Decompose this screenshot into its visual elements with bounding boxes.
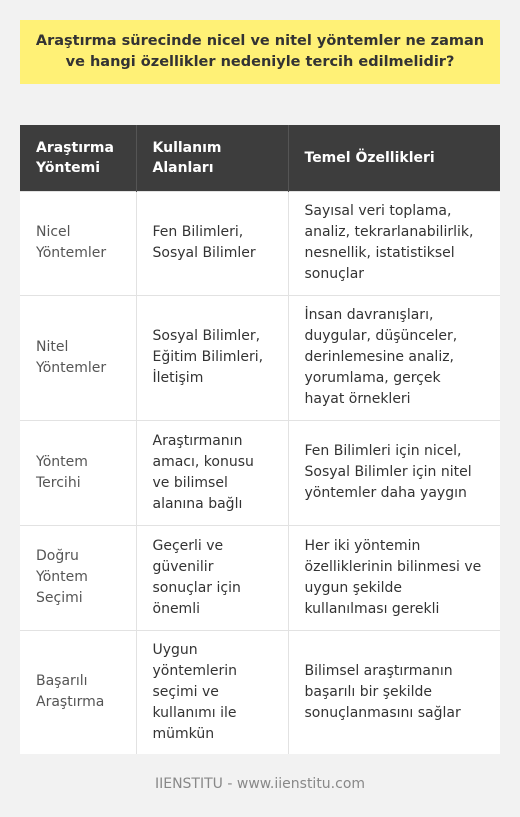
cell-features: Her iki yöntemin özelliklerinin bilinmesi ve uygun şekilde kullanılması gerekli	[288, 525, 500, 630]
title-banner	[20, 20, 500, 84]
cell-features: İnsan davranışları, duygular, düşünceler, derinlemesine analiz, yorumlama, gerçek hayat örnekleri	[288, 295, 500, 420]
cell-method: Nitel Yöntemler	[20, 295, 136, 420]
table-row	[20, 295, 500, 420]
cell-usage: Araştırmanın amacı, konusu ve bilimsel alanına bağlı	[136, 420, 288, 525]
methods-table	[20, 125, 500, 754]
cell-features: Fen Bilimleri için nicel, Sosyal Bilimler için nitel yöntemler daha yaygın	[288, 420, 500, 525]
cell-usage: Uygun yöntemlerin seçimi ve kullanımı ile mümkün	[136, 630, 288, 754]
table-row	[20, 420, 500, 525]
table-row	[20, 191, 500, 295]
header-usage: Kullanım Alanları	[136, 125, 288, 191]
cell-features: Bilimsel araştırmanın başarılı bir şekilde sonuçlanmasını sağlar	[288, 630, 500, 754]
header-method: Araştırma Yöntemi	[20, 125, 136, 191]
table-row	[20, 525, 500, 630]
cell-features: Sayısal veri toplama, analiz, tekrarlanabilirlik, nesnellik, istatistiksel sonuçlar	[288, 191, 500, 295]
cell-method: Yöntem Tercihi	[20, 420, 136, 525]
cell-method: Doğru Yöntem Seçimi	[20, 525, 136, 630]
page-title: Araştırma sürecinde nicel ve nitel yöntemler ne zaman ve hangi özellikler nedeniyle tercih edilmelidir?	[35, 33, 485, 70]
cell-usage: Fen Bilimleri, Sosyal Bilimler	[136, 191, 288, 295]
footer-credit: IIENSTITU - www.iienstitu.com	[154, 776, 366, 792]
cell-usage: Geçerli ve güvenilir sonuçlar için önemli	[136, 525, 288, 630]
table-row	[20, 630, 500, 754]
cell-usage: Sosyal Bilimler, Eğitim Bilimleri, İletişim	[136, 295, 288, 420]
header-features: Temel Özellikleri	[288, 125, 500, 191]
cell-method: Başarılı Araştırma	[20, 630, 136, 754]
cell-method: Nicel Yöntemler	[20, 191, 136, 295]
table-header-row	[20, 125, 500, 191]
